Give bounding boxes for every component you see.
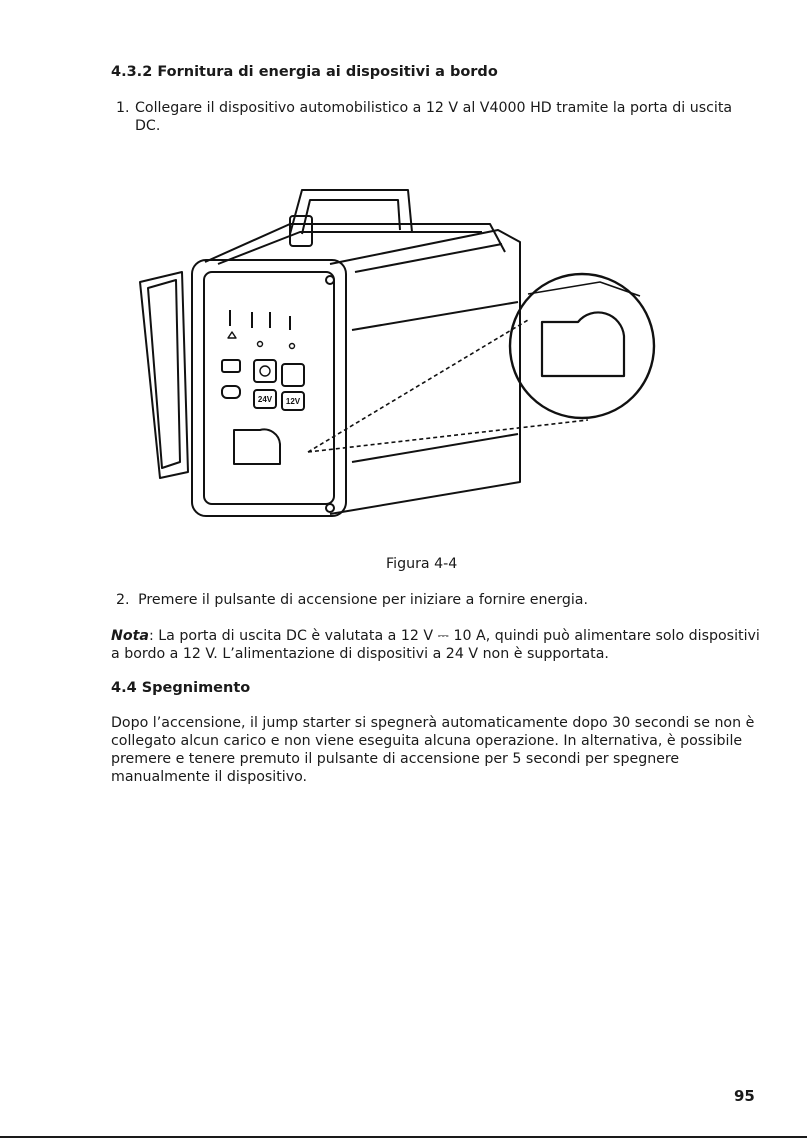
- step-2-text: Premere il pulsante di accensione per iniziare a fornire energia.: [138, 592, 588, 608]
- note-label: Nota: [111, 628, 149, 644]
- list-item-step-2: [116, 591, 588, 609]
- figure-caption: Figura 4-4: [386, 556, 458, 572]
- section-heading-4-4: 4.4 Spegnimento: [111, 680, 251, 696]
- shutdown-paragraph: Dopo l’accensione, il jump starter si spegnerà automaticamente dopo 30 secondi se non è collegato alcun carico e non viene eseguita alcuna operazione. In alternativa, è possibile premere e tenere premuto il pulsante di accensione per 5 secondi per spegnere manualmente il dispositivo.: [111, 715, 755, 785]
- section-heading-4-3-2: 4.3.2 Fornitura di energia ai dispositivi a bordo: [111, 64, 498, 80]
- note-paragraph: [111, 627, 761, 663]
- list-number: 1.: [116, 100, 130, 116]
- button-12v-label: 12V: [285, 397, 301, 406]
- list-item-step-1: [116, 99, 756, 135]
- step-1-text: Collegare il dispositivo automobilistico a 12 V al V4000 HD tramite la porta di uscita DC.: [135, 100, 733, 134]
- button-24v-label: 24V: [257, 395, 273, 404]
- footer-divider: [0, 1136, 807, 1138]
- note-text: : La porta di uscita DC è valutata a 12 V ⎓ 10 A, quindi può alimentare solo dispositivi a bordo a 12 V. L’alimentazione di dispositivi a 24 V non è supportata.: [111, 628, 760, 662]
- list-number: 2.: [116, 592, 130, 608]
- power-station-illustration: [130, 172, 670, 532]
- page-number: 95: [734, 1087, 755, 1105]
